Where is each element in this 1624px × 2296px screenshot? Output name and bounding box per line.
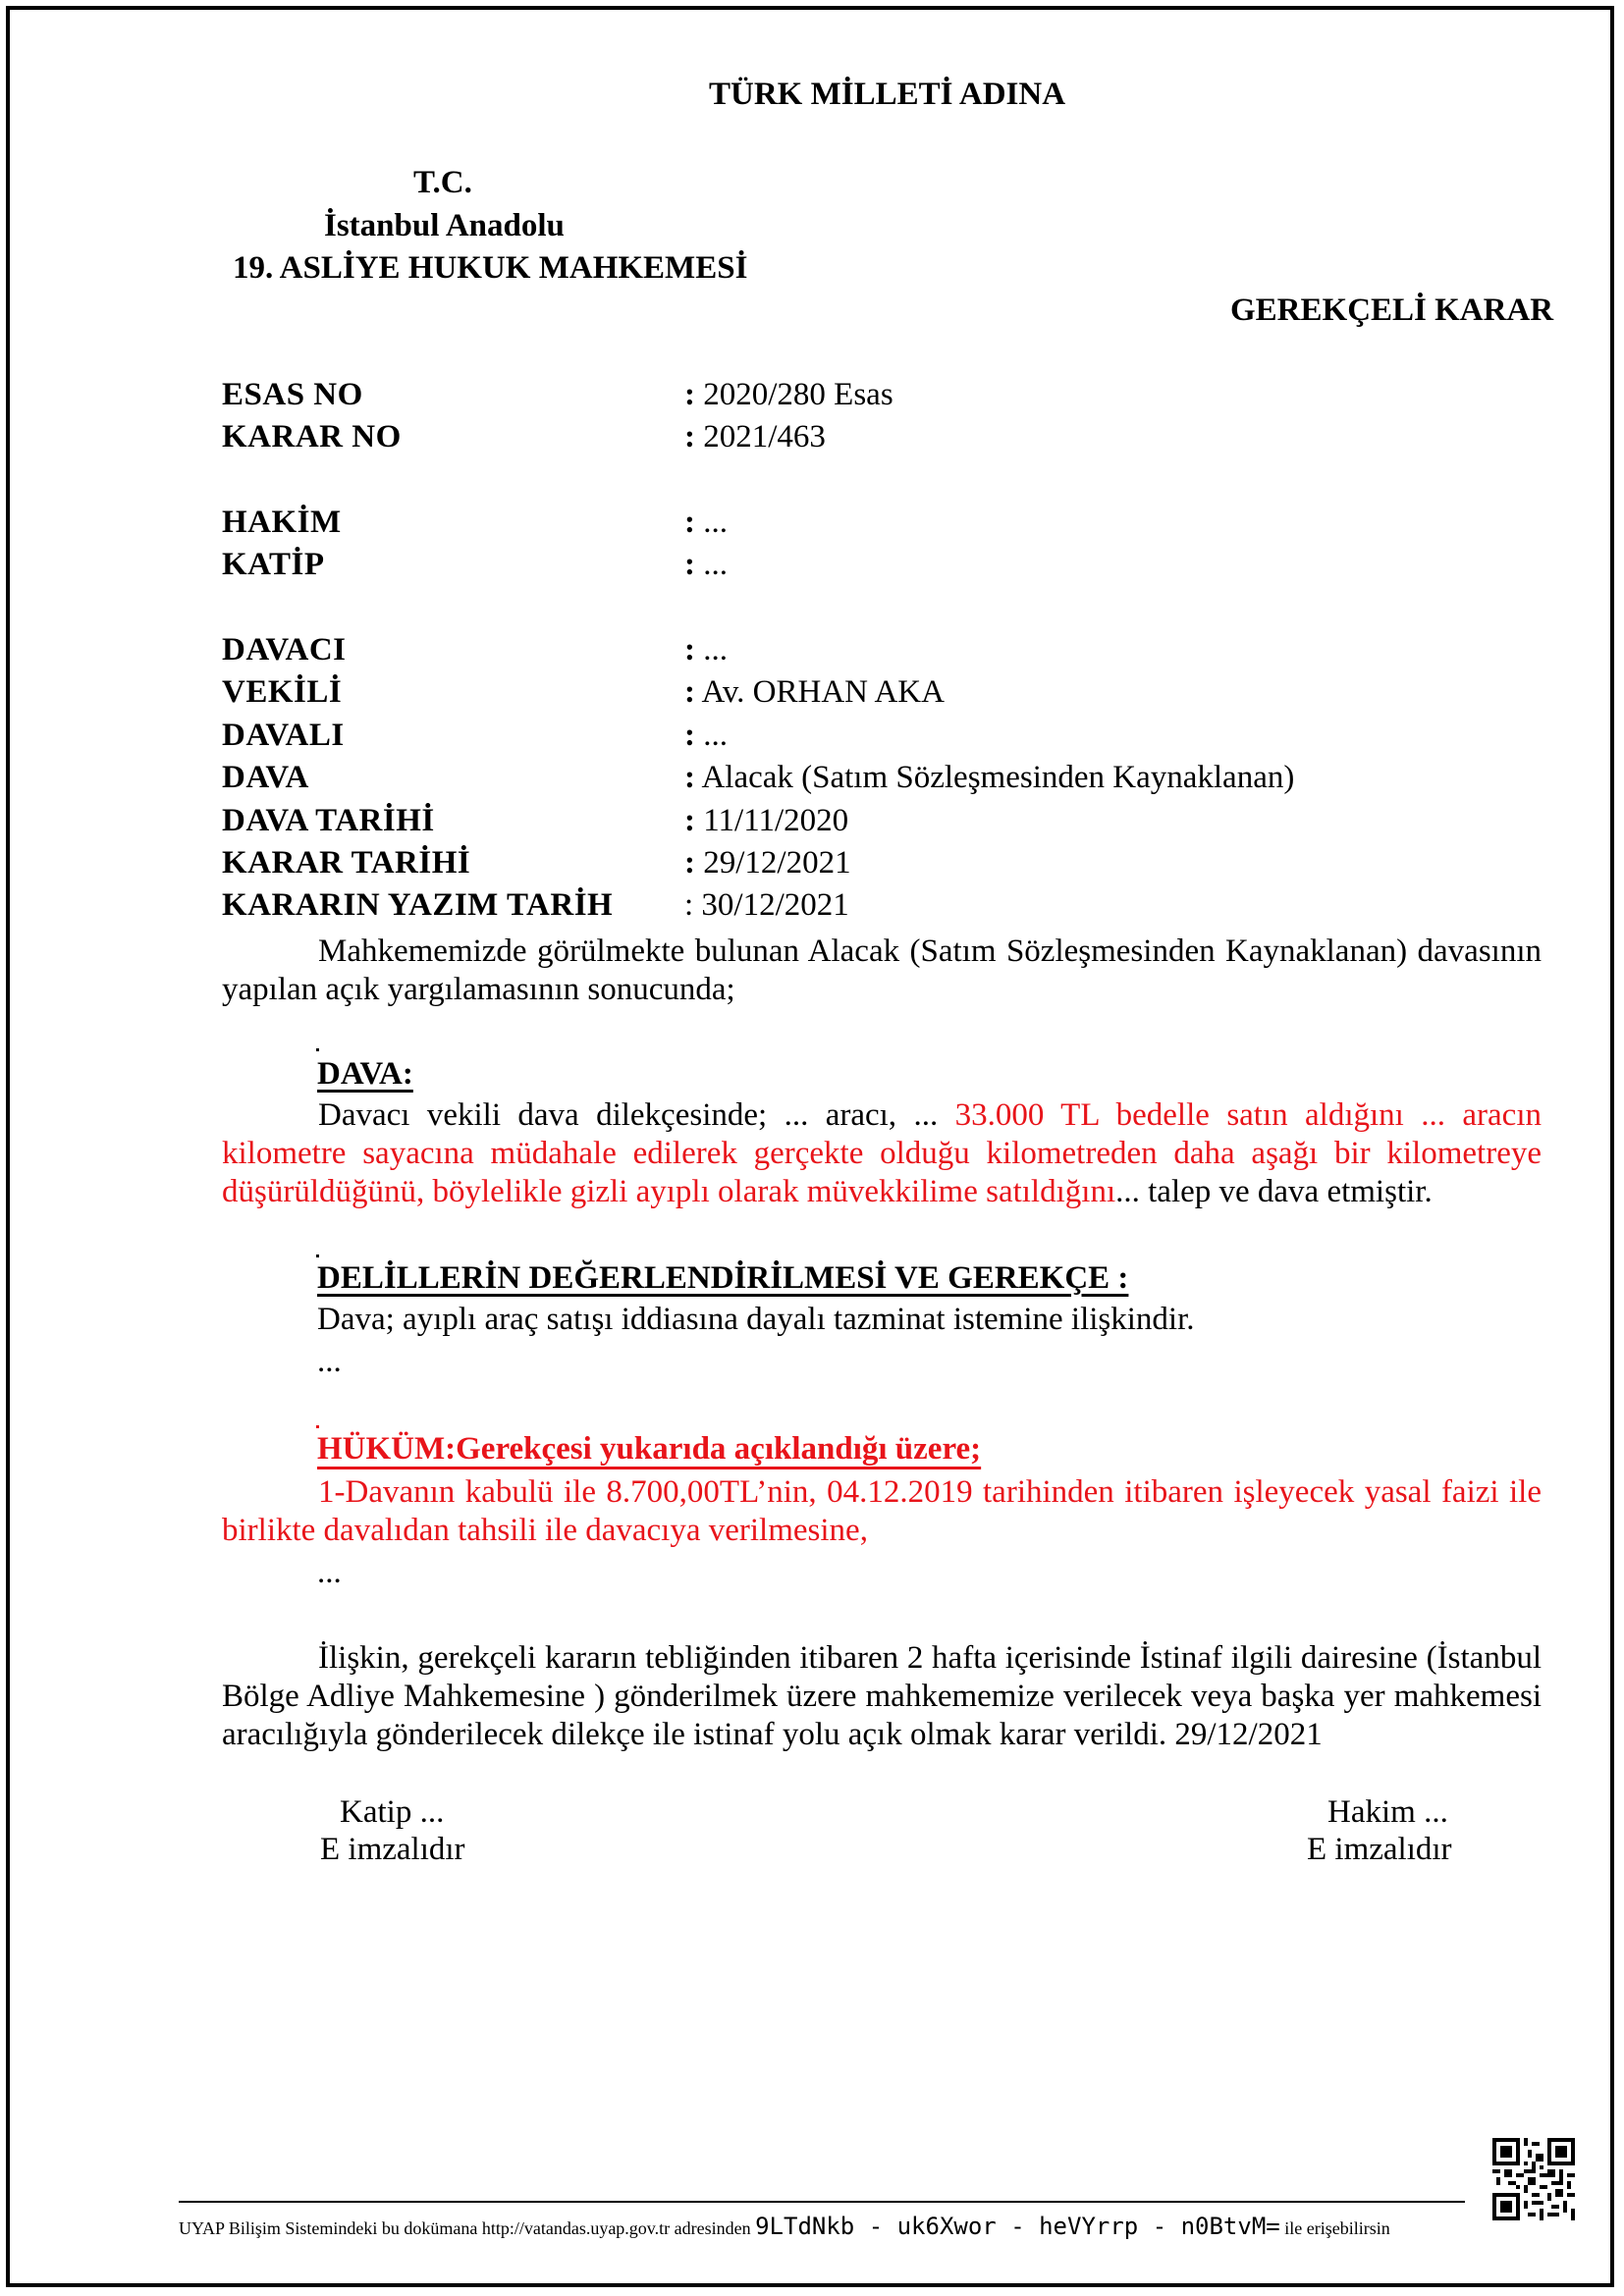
field-label: KARAR TARİHİ — [222, 845, 471, 881]
footer-suffix: ile erişebilirsin — [1284, 2218, 1390, 2238]
dava-heading: DAVA: — [317, 1056, 413, 1092]
field-value: ... — [703, 505, 728, 540]
field-value-row — [684, 419, 826, 455]
field-value: 2021/463 — [703, 419, 826, 454]
field-label: DAVA — [222, 760, 309, 795]
section-marker — [316, 1048, 319, 1051]
field-value: ... — [703, 632, 728, 667]
footer-prefix: UYAP Bilişim Sistemindeki bu dokümana http://vatandas.uyap.gov.tr adresinden — [179, 2218, 751, 2238]
field-value: ... — [703, 547, 728, 582]
colon: : — [684, 803, 695, 838]
section-marker — [316, 1255, 319, 1257]
judge-signature-name: Hakim ... — [1327, 1794, 1448, 1830]
colon: : — [684, 718, 695, 753]
dava-claim-text: 33.000 TL bedelle satın aldığını ... aracın kilometre sayacına müdahale edilerek gerçekte olduğu kilometreden daha aşağı bir kilometreye düşürüldüğünü, böylelikle gizli ayıplı olarak müvekkilime satıldığını — [222, 1097, 1542, 1209]
hukum-paragraph: 1-Davanın kabulü ile 8.700,00TL’nin, 04.12.2019 tarihinden itibaren işleyecek yasal faizi ile birlikte davalıdan tahsili ile davacıya verilmesine, — [222, 1474, 1542, 1548]
field-value-row — [684, 845, 851, 881]
field-value: ... — [703, 718, 728, 753]
field-value: 30/12/2021 — [701, 887, 849, 923]
section-marker — [316, 1425, 319, 1428]
field-label: KARARIN YAZIM TARİH — [222, 887, 614, 923]
field-label: HAKİM — [222, 505, 342, 540]
hukum-heading: HÜKÜM:Gerekçesi yukarıda açıklandığı üzere; — [317, 1431, 982, 1467]
intro-paragraph: Mahkememizde görülmekte bulunan Alacak (Satım Sözleşmesinden Kaynaklanan) davasının yapılan açık yargılamasının sonucunda; — [222, 934, 1542, 1007]
colon: : — [684, 632, 695, 667]
clerk-signature-name: Katip ... — [340, 1794, 445, 1830]
field-value: 2020/280 Esas — [703, 377, 893, 412]
colon: : — [684, 547, 695, 582]
deliller-paragraph: Dava; ayıplı araç satışı iddiasına dayalı tazminat istemine ilişkindir. — [317, 1302, 1195, 1337]
field-label: DAVA TARİHİ — [222, 803, 435, 838]
colon: : — [684, 845, 695, 881]
footer-rule — [179, 2201, 1465, 2203]
field-value-row — [684, 760, 1294, 796]
closing-paragraph: İlişkin, gerekçeli kararın tebliğinden itibaren 2 hafta içerisinde İstinaf ilgili dairesine (İstanbul Bölge Adliye Mahkemesine ) gönderilmek üzere mahkememize verilecek veya başka yer mahkemesi aracılığıyla gönderilecek dilekçe ile istinaf yolu açık olmak karar verildi. 29/12/2021 — [222, 1640, 1542, 1752]
document-type: GEREKÇELİ KARAR — [1230, 293, 1554, 328]
colon: : — [684, 419, 695, 454]
field-label: DAVALI — [222, 718, 345, 753]
field-label: KARAR NO — [222, 419, 402, 454]
field-value-row — [684, 803, 848, 839]
footer — [179, 2213, 1390, 2240]
field-value-row — [684, 674, 945, 711]
field-value-row — [684, 887, 849, 924]
field-label: DAVACI — [222, 632, 347, 667]
hukum-ellipsis: ... — [317, 1555, 342, 1590]
qr-code-icon — [1492, 2138, 1575, 2220]
colon: : — [684, 760, 695, 795]
dava-text-end: ... talep ve dava etmiştir. — [1115, 1174, 1433, 1209]
clerk-signature-status: E imzalıdır — [320, 1832, 465, 1867]
colon: : — [684, 674, 695, 710]
nation-title: TÜRK MİLLETİ ADINA — [709, 77, 1066, 112]
colon: : — [684, 505, 695, 540]
field-value-row — [684, 547, 728, 583]
verification-code: 9LTdNkb - uk6Xwor - heVYrrp - n0BtvM= — [755, 2213, 1280, 2240]
field-value: Av. ORHAN AKA — [701, 674, 945, 710]
field-value-row — [684, 505, 728, 541]
field-label: KATİP — [222, 547, 325, 582]
deliller-heading: DELİLLERİN DEĞERLENDİRİLMESİ VE GEREKÇE : — [317, 1260, 1129, 1296]
field-value: Alacak (Satım Sözleşmesinden Kaynaklanan) — [701, 760, 1295, 795]
court-name: 19. ASLİYE HUKUK MAHKEMESİ — [233, 250, 748, 286]
judge-signature-status: E imzalıdır — [1307, 1832, 1452, 1867]
field-value: 29/12/2021 — [703, 845, 851, 881]
field-label: ESAS NO — [222, 377, 363, 412]
field-label: VEKİLİ — [222, 674, 343, 710]
deliller-ellipsis: ... — [317, 1344, 342, 1379]
field-value-row — [684, 377, 893, 413]
field-value: 11/11/2020 — [703, 803, 849, 838]
colon: : — [684, 377, 695, 412]
court-city: İstanbul Anadolu — [324, 208, 565, 243]
colon: : — [684, 887, 694, 923]
tc-label: T.C. — [413, 165, 472, 200]
field-value-row — [684, 632, 728, 668]
dava-paragraph — [222, 1096, 1542, 1211]
dava-text: Davacı vekili dava dilekçesinde; ... aracı, ... — [318, 1097, 955, 1133]
field-value-row — [684, 718, 728, 754]
